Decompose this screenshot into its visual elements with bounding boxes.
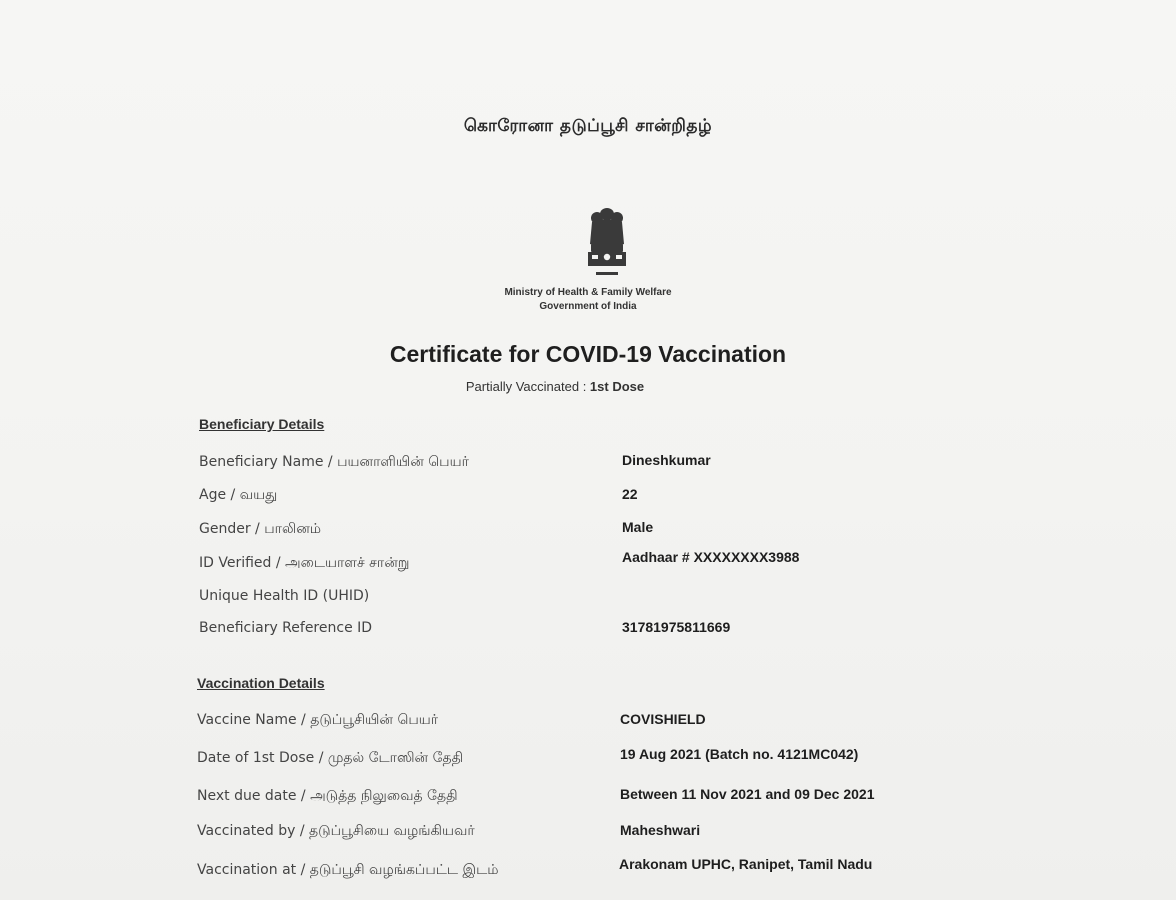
- national-emblem-icon: [580, 204, 634, 282]
- next-due-date-value: Between 11 Nov 2021 and 09 Dec 2021: [620, 786, 875, 802]
- id-verified-label: ID Verified / அடையாளச் சான்று: [199, 555, 410, 571]
- dose-label: 1st Dose: [589, 379, 645, 394]
- first-dose-date-label: Date of 1st Dose / முதல் டோஸின் தேதி: [197, 750, 464, 766]
- beneficiary-name-value: Dineshkumar: [622, 452, 711, 468]
- beneficiary-reference-id-label: Beneficiary Reference ID: [199, 620, 373, 636]
- status-label: Partially Vaccinated: [465, 379, 580, 394]
- ministry-name: [0, 286, 1176, 314]
- vaccinated-by-label: Vaccinated by / தடுப்பூசியை வழங்கியவர்: [197, 823, 475, 839]
- age-label: Age / வயது: [199, 487, 278, 503]
- vaccinated-by-value: Maheshwari: [620, 822, 701, 838]
- ministry-line-2: Government of India: [539, 301, 637, 312]
- beneficiary-name-label: Beneficiary Name / பயனாளியின் பெயர்: [199, 454, 469, 470]
- vaccination-status: Partially Vaccinated : 1st Dose: [465, 379, 645, 394]
- vaccination-at-value: Arakonam UPHC, Ranipet, Tamil Nadu: [619, 856, 873, 872]
- gender-label: Gender / பாலினம்: [199, 521, 322, 537]
- age-value: 22: [622, 486, 638, 502]
- vaccine-name-label: Vaccine Name / தடுப்பூசியின் பெயர்: [197, 712, 439, 728]
- next-due-date-label: Next due date / அடுத்த நிலுவைத் தேதி: [197, 788, 458, 804]
- uhid-label: Unique Health ID (UHID): [199, 588, 370, 604]
- first-dose-date-value: 19 Aug 2021 (Batch no. 4121MC042): [620, 746, 859, 762]
- ministry-line-1: Ministry of Health & Family Welfare: [504, 287, 672, 298]
- vaccination-at-label: Vaccination at / தடுப்பூசி வழங்கப்பட்ட இடம்: [197, 862, 499, 878]
- beneficiary-reference-id-value: 31781975811669: [622, 619, 731, 635]
- gender-value: Male: [622, 519, 654, 535]
- beneficiary-section-heading: Beneficiary Details: [199, 416, 325, 432]
- certificate-title: Certificate for COVID-19 Vaccination: [389, 341, 787, 367]
- tamil-certificate-title: கொரோனா தடுப்பூசி சான்றிதழ்: [463, 116, 713, 136]
- id-verified-value: Aadhaar # XXXXXXXX3988: [622, 549, 800, 565]
- vaccination-section-heading: Vaccination Details: [197, 675, 325, 691]
- vaccine-name-value: COVISHIELD: [620, 711, 706, 727]
